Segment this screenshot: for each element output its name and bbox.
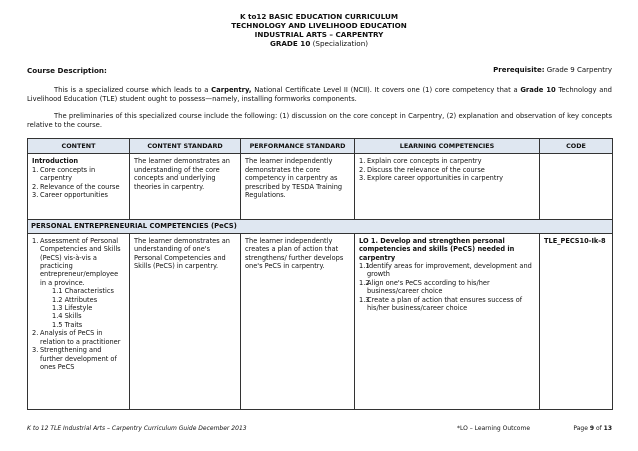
pecs-content-list — [32, 237, 125, 372]
list-number: 2. — [32, 182, 39, 191]
header-line-3: INDUSTRIAL ARTS – CARPENTRY — [254, 30, 384, 39]
list-item — [359, 166, 535, 174]
header-code: CODE — [540, 139, 613, 154]
grade-label: GRADE 10 — [269, 39, 311, 48]
list-number: 1.3 — [359, 295, 370, 304]
description-paragraph-1 — [27, 86, 612, 104]
sub-item: 1.3 Lifestyle — [52, 304, 93, 313]
section-header-row — [28, 220, 613, 233]
list-item — [359, 279, 535, 296]
list-text: Identify areas for improvement, development and growth — [367, 262, 532, 279]
pecs-content-cell — [28, 233, 130, 409]
sub-item: 1.2 Attributes — [52, 295, 98, 304]
intro-title: Introduction — [32, 157, 79, 166]
p1-text-a: This is a specialized course which leads to a — [54, 86, 212, 94]
header-line-2: TECHNOLOGY AND LIVELIHOOD EDUCATION — [231, 21, 407, 30]
list-item — [32, 183, 125, 191]
pecs-content-standard-cell: The learner demonstrates an understanding of one's Personal Competencies and Skills (PeCS) in carpentry. — [130, 233, 241, 409]
page-total: 13 — [603, 425, 612, 432]
p1-text-d: Grade 10 — [520, 86, 556, 94]
p1-text-c: National Certificate Level II (NCII). It covers one (1) core competency that a — [251, 86, 521, 94]
section-title: PERSONAL ENTREPRENEURIAL COMPETENCIES (PeCS) — [28, 220, 613, 233]
prerequisite-value: Grade 9 Carpentry — [544, 66, 612, 74]
list-item — [359, 296, 535, 313]
header-grade — [0, 39, 638, 48]
list-number: 3. — [32, 191, 39, 200]
header-content: CONTENT — [28, 139, 130, 154]
header-line-1: K to12 BASIC EDUCATION CURRICULUM — [239, 12, 399, 21]
list-item — [32, 191, 125, 199]
table-header-row — [28, 139, 613, 154]
list-text: Assessment of Personal Competencies and Skills (PeCS) vis-à-vis a practicing entrepreneur/employee in a province. — [40, 236, 121, 287]
course-description-row — [27, 67, 612, 76]
page-current: 9 — [589, 425, 595, 432]
intro-content-cell — [28, 154, 130, 220]
pecs-code-cell: TLE_PECS10-Ik-8 — [540, 233, 613, 409]
intro-competency-list — [359, 157, 535, 182]
list-item — [32, 166, 125, 183]
footer-lo-note: *LO – Learning Outcome — [457, 425, 531, 432]
sub-item: 1.4 Skills — [52, 312, 82, 321]
list-text: Relevance of the course — [40, 182, 120, 191]
page-footer — [27, 425, 612, 432]
list-number: 1.2 — [359, 278, 370, 287]
header-performance-standard: PERFORMANCE STANDARD — [241, 139, 355, 154]
sub-item: 1.1 Characteristics — [52, 287, 114, 296]
lo-title: LO 1. Develop and strengthen personal competencies and skills (PeCS) needed in carpentry — [359, 236, 515, 262]
header-learning-competencies: LEARNING COMPETENCIES — [355, 139, 540, 154]
pecs-performance-standard-cell: The learner independently creates a plan of action that strengthens/ further develops one's PeCS in carpentry. — [241, 233, 355, 409]
list-item — [32, 237, 125, 329]
p1-text-e: Technology and Livelihood Education (TLE) student ought to possess—namely, installing formworks components. — [27, 86, 612, 103]
list-item — [359, 262, 535, 279]
list-text: Analysis of PeCS in relation to a practitioner — [40, 329, 121, 346]
list-item — [359, 157, 535, 165]
list-number: 3. — [359, 174, 366, 183]
list-text: Explain core concepts in carpentry — [367, 157, 482, 166]
prerequisite-label: Prerequisite: — [493, 66, 545, 74]
p1-text-b: Carpentry, — [211, 86, 252, 94]
page-prefix: Page — [573, 425, 590, 432]
pecs-competencies-cell — [355, 233, 540, 409]
grade-specialization: (Specialization) — [310, 39, 369, 48]
list-item — [359, 174, 535, 182]
description-paragraph-2: The preliminaries of this specialized course include the following: (1) discussion on the core concept in Carpentry, (2) explanation and observation of key concepts relative to the course. — [27, 112, 612, 129]
page-number — [573, 425, 612, 432]
list-number: 1. — [32, 165, 39, 174]
intro-code-cell — [540, 154, 613, 220]
sub-item: 1.5 Traits — [52, 320, 83, 329]
pecs-sublist — [44, 287, 125, 329]
header-content-standard: CONTENT STANDARD — [130, 139, 241, 154]
document-header — [0, 12, 638, 48]
list-text: Create a plan of action that ensures success of his/her business/career choice — [367, 295, 523, 313]
table-row-introduction — [28, 154, 613, 220]
footer-title: K to 12 TLE Industrial Arts – Carpentry Curriculum Guide December 2013 — [27, 425, 247, 432]
page-of: of — [594, 425, 604, 432]
list-number: 1. — [359, 157, 366, 166]
list-number: 3. — [32, 346, 39, 355]
table-row-pecs — [28, 233, 613, 409]
intro-content-standard-cell: The learner demonstrates an understanding of the core concepts and underlying theories in carpentry. — [130, 154, 241, 220]
list-number: 2. — [359, 165, 366, 174]
list-number: 2. — [32, 329, 39, 338]
list-text: Career opportunities — [40, 191, 108, 200]
lo-list — [359, 262, 535, 312]
course-description-label: Course Description: — [27, 66, 107, 75]
intro-performance-standard-cell: The learner independently demonstrates the core competency in carpentry as prescribed by TESDA Training Regulations. — [241, 154, 355, 220]
list-item — [32, 329, 125, 346]
list-number: 1. — [32, 236, 39, 245]
list-text: Strengthening and further development of ones PeCS — [40, 346, 117, 371]
list-item — [32, 346, 125, 371]
list-text: Align one's PeCS according to his/her business/career choice — [367, 278, 490, 296]
intro-competencies-cell — [355, 154, 540, 220]
list-text: Explore career opportunities in carpentry — [367, 174, 504, 183]
intro-content-list — [32, 166, 125, 200]
list-text: Discuss the relevance of the course — [367, 165, 485, 174]
prerequisite — [493, 66, 612, 75]
list-number: 1.1 — [359, 262, 370, 271]
list-text: Core concepts in carpentry — [40, 165, 96, 183]
curriculum-table — [27, 138, 613, 410]
